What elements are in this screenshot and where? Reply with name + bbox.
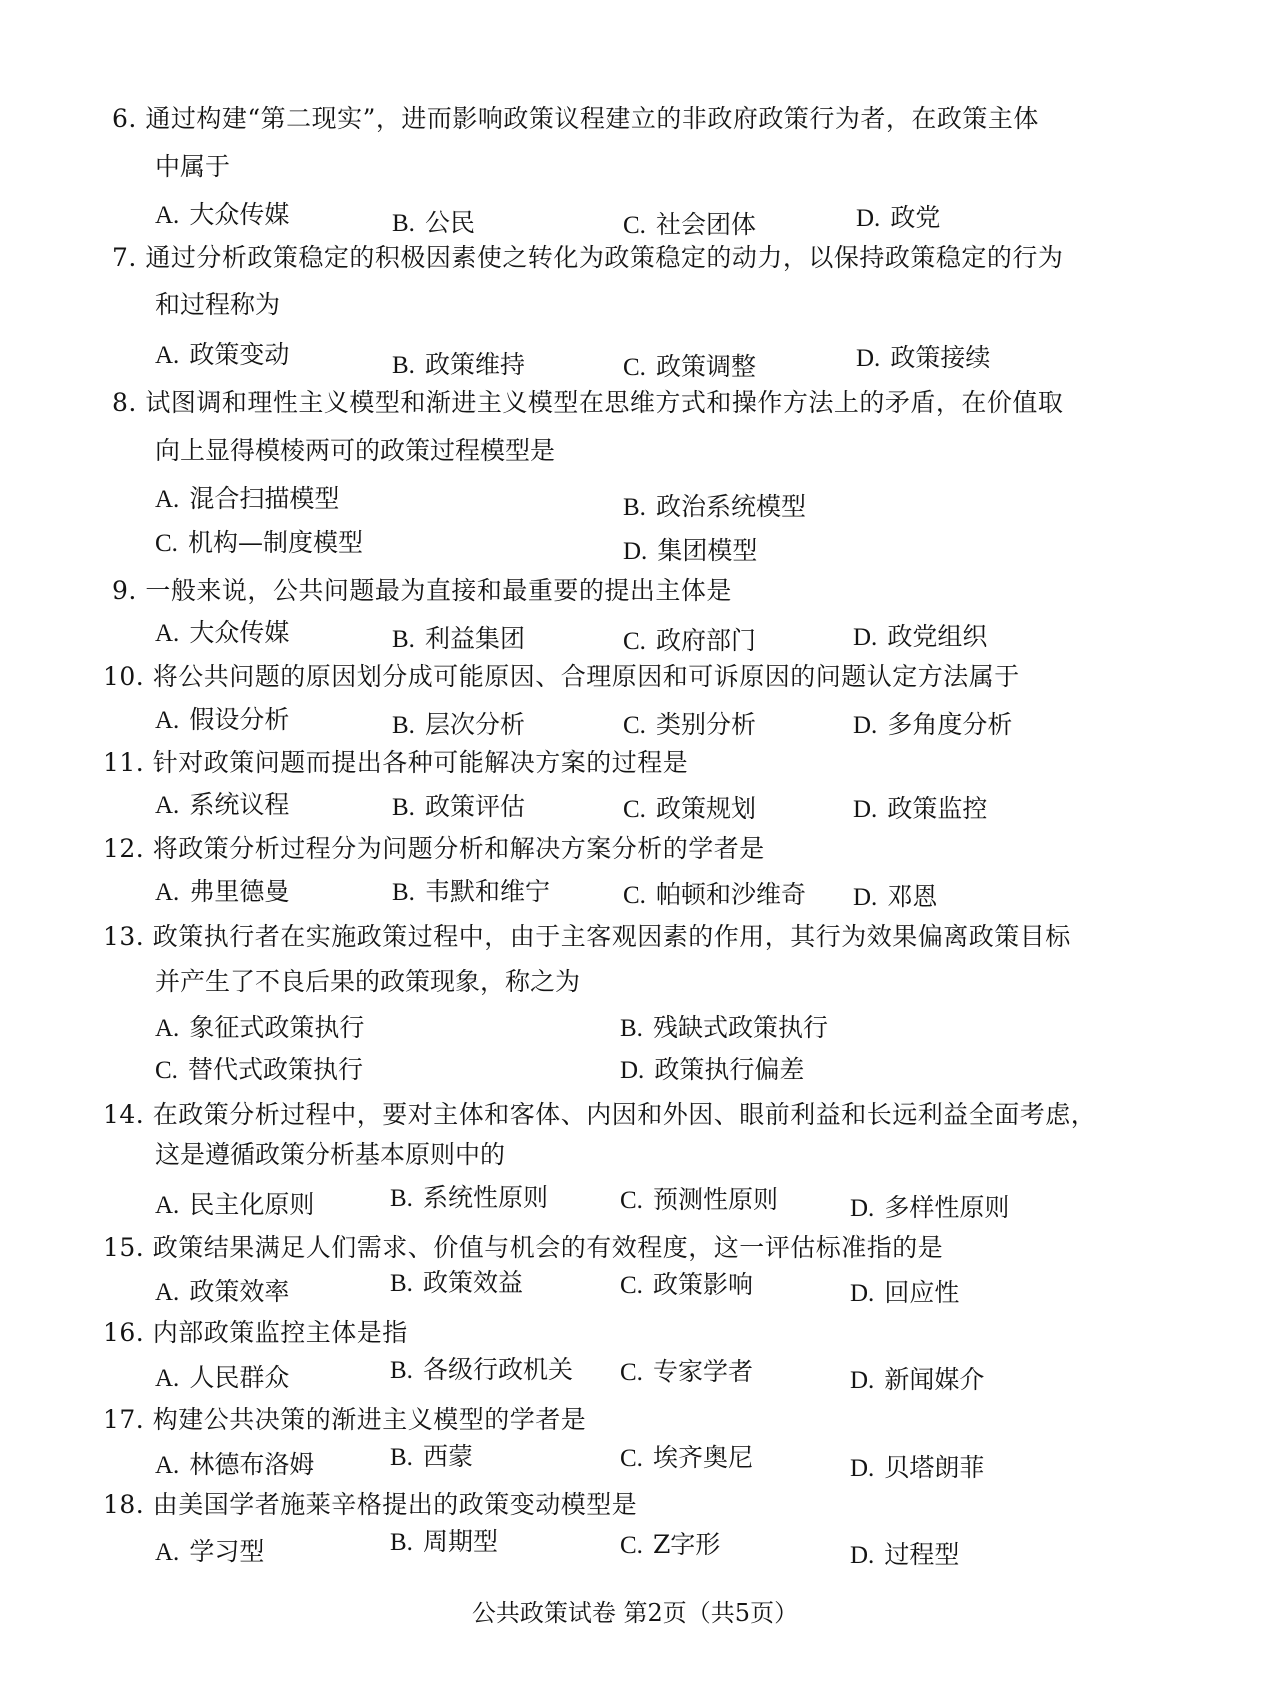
question-14-stem-cont: 这是遵循政策分析基本原则中的 xyxy=(155,1140,506,1169)
option-text: 各级行政机关 xyxy=(422,1355,573,1384)
question-text: 针对政策问题而提出各种可能解决方案的过程是 xyxy=(152,748,689,777)
option-letter: B. xyxy=(623,494,646,521)
question-13-stem xyxy=(103,922,1071,952)
question-text: 政策结果满足人们需求、价值与机会的有效程度，这一评估标准指的是 xyxy=(152,1233,944,1262)
option-letter: C. xyxy=(623,354,646,381)
question-number: 9. xyxy=(112,576,137,605)
option-letter: C. xyxy=(623,628,646,655)
option-letter: A. xyxy=(155,486,180,513)
question-10-option-b[interactable] xyxy=(392,710,525,741)
option-text: 替代式政策执行 xyxy=(187,1055,363,1084)
question-15-option-d[interactable] xyxy=(850,1278,959,1309)
option-text: 林德布洛姆 xyxy=(189,1450,315,1479)
option-letter: A. xyxy=(155,792,180,819)
option-text: 人民群众 xyxy=(189,1363,290,1392)
question-6-stem-cont: 中属于 xyxy=(155,152,231,181)
option-letter: A. xyxy=(155,342,180,369)
question-16-option-a[interactable] xyxy=(155,1363,289,1394)
option-letter: C. xyxy=(620,1272,643,1299)
question-number: 12. xyxy=(103,834,145,863)
question-18-option-c[interactable] xyxy=(620,1530,720,1561)
option-letter: C. xyxy=(620,1359,643,1386)
option-letter: D. xyxy=(856,345,881,372)
question-6-option-b[interactable] xyxy=(392,208,475,239)
option-text: 周期型 xyxy=(422,1527,498,1556)
question-10-option-d[interactable] xyxy=(853,710,1012,741)
option-letter: D. xyxy=(623,538,648,565)
question-number: 18. xyxy=(103,1490,145,1519)
option-text: 层次分析 xyxy=(424,710,525,739)
question-13-option-c[interactable] xyxy=(155,1055,363,1086)
question-17-option-a[interactable] xyxy=(155,1450,314,1481)
option-letter: A. xyxy=(155,879,180,906)
question-6-option-c[interactable] xyxy=(623,210,756,241)
option-letter: A. xyxy=(155,1192,180,1219)
option-text: 大众传媒 xyxy=(189,200,290,229)
option-letter: A. xyxy=(155,1279,180,1306)
option-text: 象征式政策执行 xyxy=(189,1013,365,1042)
question-16-stem xyxy=(103,1318,408,1348)
option-letter: A. xyxy=(155,1452,180,1479)
question-11-option-b[interactable] xyxy=(392,792,525,823)
option-letter: C. xyxy=(620,1445,643,1472)
option-text: 利益集团 xyxy=(424,624,525,653)
option-text: 政策评估 xyxy=(424,792,525,821)
option-text: 政策监控 xyxy=(887,794,988,823)
question-number: 14. xyxy=(103,1100,145,1129)
option-text: 政策变动 xyxy=(189,340,290,369)
option-text: 埃齐奥尼 xyxy=(652,1443,753,1472)
option-letter: B. xyxy=(620,1015,643,1042)
question-number: 15. xyxy=(103,1233,145,1262)
question-9-option-c[interactable] xyxy=(623,626,756,657)
question-10-stem xyxy=(103,662,1020,692)
option-text: 类别分析 xyxy=(655,710,756,739)
option-letter: C. xyxy=(623,212,646,239)
option-text: 政策影响 xyxy=(652,1270,753,1299)
option-letter: C. xyxy=(155,1057,178,1084)
option-text: 邓恩 xyxy=(887,882,938,911)
question-number: 13. xyxy=(103,922,145,951)
question-11-option-d[interactable] xyxy=(853,794,987,825)
option-text: 多样性原则 xyxy=(884,1193,1010,1222)
option-letter: D. xyxy=(850,1367,875,1394)
question-text: 将公共问题的原因划分成可能原因、合理原因和可诉原因的问题认定方法属于 xyxy=(152,662,1020,691)
question-17-option-c[interactable] xyxy=(620,1443,753,1474)
question-18-option-b[interactable] xyxy=(390,1527,498,1558)
option-letter: B. xyxy=(392,794,415,821)
question-17-stem xyxy=(103,1405,586,1435)
option-text: 大众传媒 xyxy=(189,618,290,647)
option-letter: A. xyxy=(155,707,180,734)
question-11-option-c[interactable] xyxy=(623,794,756,825)
option-text: 多角度分析 xyxy=(887,710,1013,739)
question-7-stem-cont: 和过程称为 xyxy=(155,290,281,319)
option-text: 系统议程 xyxy=(189,790,290,819)
option-letter: B. xyxy=(392,626,415,653)
question-14-stem xyxy=(103,1100,1096,1130)
option-letter: C. xyxy=(155,530,178,557)
option-letter: B. xyxy=(392,712,415,739)
question-text: 由美国学者施莱辛格提出的政策变动模型是 xyxy=(152,1490,638,1519)
question-16-option-c[interactable] xyxy=(620,1357,753,1388)
question-15-option-a[interactable] xyxy=(155,1277,289,1308)
option-text: 政策维持 xyxy=(424,350,525,379)
question-8-option-a[interactable] xyxy=(155,484,339,515)
option-text: 过程型 xyxy=(884,1540,960,1569)
option-text: 政策效益 xyxy=(422,1268,523,1297)
question-15-option-c[interactable] xyxy=(620,1270,753,1301)
option-letter: B. xyxy=(390,1529,413,1556)
question-8-option-c[interactable] xyxy=(155,528,363,559)
option-letter: A. xyxy=(155,202,180,229)
option-letter: B. xyxy=(392,352,415,379)
question-7-stem xyxy=(112,243,1063,273)
option-text: 政党组织 xyxy=(887,622,988,651)
question-9-option-d[interactable] xyxy=(853,622,987,653)
option-text: 贝塔朗菲 xyxy=(884,1453,985,1482)
option-letter: A. xyxy=(155,620,180,647)
question-text: 通过构建“第二现实”，进而影响政策议程建立的非政府政策行为者，在政策主体 xyxy=(145,104,1039,133)
question-9-stem xyxy=(112,576,732,606)
option-text: 预测性原则 xyxy=(652,1185,778,1214)
option-letter: D. xyxy=(620,1057,645,1084)
option-text: 系统性原则 xyxy=(422,1183,548,1212)
option-letter: D. xyxy=(850,1280,875,1307)
page-footer: 公共政策试卷 第2页（共5页） xyxy=(471,1599,799,1627)
option-text: Z字形 xyxy=(652,1530,721,1559)
question-8-option-b[interactable] xyxy=(623,492,806,523)
question-7-option-b[interactable] xyxy=(392,350,525,381)
option-text: 政党 xyxy=(890,203,941,232)
question-number: 17. xyxy=(103,1405,145,1434)
question-text: 试图调和理性主义模型和渐进主义模型在思维方式和操作方法上的矛盾，在价值取 xyxy=(145,388,1064,417)
question-14-option-b[interactable] xyxy=(390,1183,548,1214)
question-13-option-d[interactable] xyxy=(620,1055,804,1086)
question-number: 6. xyxy=(112,104,137,133)
option-letter: C. xyxy=(623,796,646,823)
option-text: 专家学者 xyxy=(652,1357,753,1386)
option-letter: D. xyxy=(850,1542,875,1569)
question-6-option-a[interactable] xyxy=(155,200,289,231)
question-16-option-b[interactable] xyxy=(390,1355,573,1386)
question-text: 在政策分析过程中，要对主体和客体、内因和外因、眼前利益和长远利益全面考虑， xyxy=(152,1100,1097,1129)
option-letter: B. xyxy=(390,1357,413,1384)
question-10-option-a[interactable] xyxy=(155,705,289,736)
question-8-stem-cont: 向上显得模棱两可的政策过程模型是 xyxy=(155,436,556,465)
question-9-option-a[interactable] xyxy=(155,618,289,649)
question-text: 通过分析政策稳定的积极因素使之转化为政策稳定的动力，以保持政策稳定的行为 xyxy=(145,243,1064,272)
question-18-stem xyxy=(103,1490,637,1520)
question-14-option-a[interactable] xyxy=(155,1190,314,1221)
question-17-option-b[interactable] xyxy=(390,1442,473,1473)
option-text: 公民 xyxy=(424,208,475,237)
option-text: 西蒙 xyxy=(422,1442,473,1471)
option-letter: A. xyxy=(155,1365,180,1392)
question-number: 11. xyxy=(103,748,145,777)
question-16-option-d[interactable] xyxy=(850,1365,984,1396)
option-letter: D. xyxy=(850,1195,875,1222)
option-letter: D. xyxy=(853,884,878,911)
option-text: 韦默和维宁 xyxy=(424,877,550,906)
question-15-stem xyxy=(103,1233,943,1263)
question-15-option-b[interactable] xyxy=(390,1268,523,1299)
option-letter: C. xyxy=(620,1187,643,1214)
question-8-stem xyxy=(112,388,1063,418)
option-text: 政策调整 xyxy=(655,352,756,381)
question-7-option-c[interactable] xyxy=(623,352,756,383)
option-text: 帕顿和沙维奇 xyxy=(655,880,806,909)
option-text: 残缺式政策执行 xyxy=(652,1013,828,1042)
question-10-option-c[interactable] xyxy=(623,710,756,741)
option-text: 学习型 xyxy=(189,1537,265,1566)
option-text: 政治系统模型 xyxy=(655,492,806,521)
question-6-option-d[interactable] xyxy=(856,203,940,234)
option-text: 社会团体 xyxy=(655,210,756,239)
question-8-option-d[interactable] xyxy=(623,536,757,567)
question-text: 一般来说，公共问题最为直接和最重要的提出主体是 xyxy=(145,576,732,605)
option-text: 混合扫描模型 xyxy=(189,484,340,513)
question-12-option-c[interactable] xyxy=(623,880,806,911)
option-text: 政策执行偏差 xyxy=(654,1055,805,1084)
option-letter: B. xyxy=(390,1270,413,1297)
option-text: 民主化原则 xyxy=(189,1190,315,1219)
option-letter: B. xyxy=(390,1185,413,1212)
question-11-stem xyxy=(103,748,688,778)
option-letter: A. xyxy=(155,1539,180,1566)
option-text: 集团模型 xyxy=(657,536,758,565)
question-13-option-b[interactable] xyxy=(620,1013,828,1044)
question-number: 7. xyxy=(112,243,137,272)
option-letter: D. xyxy=(853,624,878,651)
question-17-option-d[interactable] xyxy=(850,1453,984,1484)
question-number: 8. xyxy=(112,388,137,417)
option-text: 弗里德曼 xyxy=(189,877,290,906)
question-14-option-d[interactable] xyxy=(850,1193,1009,1224)
question-12-option-d[interactable] xyxy=(853,882,937,913)
question-13-stem-cont: 并产生了不良后果的政策现象，称之为 xyxy=(155,967,581,996)
question-12-stem xyxy=(103,834,765,864)
option-letter: B. xyxy=(390,1444,413,1471)
question-text: 政策执行者在实施政策过程中，由于主客观因素的作用，其行为效果偏离政策目标 xyxy=(152,922,1071,951)
option-text: 假设分析 xyxy=(189,705,290,734)
question-number: 10. xyxy=(103,662,145,691)
question-7-option-d[interactable] xyxy=(856,343,990,374)
option-letter: A. xyxy=(155,1015,180,1042)
option-letter: D. xyxy=(850,1455,875,1482)
question-text: 内部政策监控主体是指 xyxy=(152,1318,408,1347)
option-letter: B. xyxy=(392,879,415,906)
question-13-option-a[interactable] xyxy=(155,1013,364,1044)
question-14-option-c[interactable] xyxy=(620,1185,778,1216)
option-letter: D. xyxy=(853,712,878,739)
option-text: 政策规划 xyxy=(655,794,756,823)
question-18-option-a[interactable] xyxy=(155,1537,264,1568)
option-text: 新闻媒介 xyxy=(884,1365,985,1394)
option-letter: D. xyxy=(853,796,878,823)
option-letter: B. xyxy=(392,210,415,237)
question-text: 构建公共决策的渐进主义模型的学者是 xyxy=(152,1405,587,1434)
question-11-option-a[interactable] xyxy=(155,790,289,821)
question-text: 将政策分析过程分为问题分析和解决方案分析的学者是 xyxy=(152,834,765,863)
question-9-option-b[interactable] xyxy=(392,624,525,655)
option-letter: D. xyxy=(856,205,881,232)
option-text: 机构—制度模型 xyxy=(187,528,363,557)
option-letter: C. xyxy=(623,712,646,739)
question-12-option-a[interactable] xyxy=(155,877,289,908)
option-letter: C. xyxy=(623,882,646,909)
option-text: 政策效率 xyxy=(189,1277,290,1306)
question-12-option-b[interactable] xyxy=(392,877,550,908)
question-7-option-a[interactable] xyxy=(155,340,289,371)
option-text: 政策接续 xyxy=(890,343,991,372)
question-6-stem xyxy=(112,104,1039,134)
question-18-option-d[interactable] xyxy=(850,1540,959,1571)
question-number: 16. xyxy=(103,1318,145,1347)
option-text: 政府部门 xyxy=(655,626,756,655)
option-text: 回应性 xyxy=(884,1278,960,1307)
option-letter: C. xyxy=(620,1532,643,1559)
